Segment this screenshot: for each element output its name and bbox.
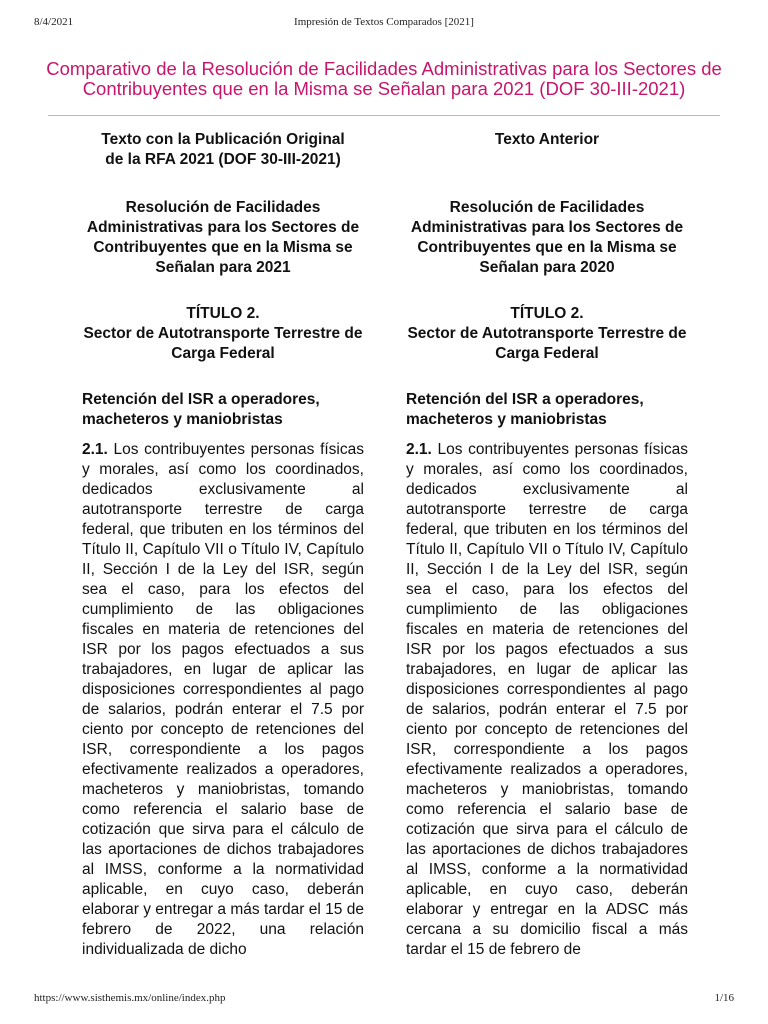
- document-title: Comparativo de la Resolución de Facilidades Administrativas para los Sectores de Contribuyentes que en la Misma se Señalan para 2021 (DOF 30-III-2021): [46, 58, 722, 99]
- title-divider: [48, 115, 720, 116]
- sector-title: Sector de Autotransporte Terrestre de Carga Federal: [407, 325, 687, 362]
- print-footer: [34, 992, 734, 1006]
- rule-text: Los contribuyentes personas físicas y morales, así como los coordinados, dedicados exclusivamente al autotransporte terrestre de carga federal, que tributen en los términos del Título II, Capítulo VII o Título IV, Capítulo II, Sección I de la Ley del ISR, según sea el caso, para los efectos del cumplimiento de las obligaciones fiscales en materia de retenciones del ISR por los pagos efectuados a sus trabajadores, en lugar de aplicar las disposiciones correspondientes al pago de salarios, podrán enterar el 7.5 por ciento por concepto de retenciones del ISR, correspondiente a los pagos efectivamente realizados a operadores, macheteros y maniobristas, tomando como referencia el salario base de cotización que sirva para el cálculo de las aportaciones de dichos trabajadores al IMSS, conforme a la normatividad aplicable, en cuyo caso, deberán elaborar y entregar en la ADSC más cercana a su domicilio fiscal a más tardar el 15 de febrero de: [406, 441, 688, 958]
- section-title: Retención del ISR a operadores, macheteros y maniobristas: [82, 391, 320, 428]
- titulo-label: TÍTULO 2.: [510, 305, 584, 322]
- rule-paragraph: [406, 440, 688, 960]
- print-url: https://www.sisthemis.mx/online/index.php: [34, 992, 226, 1004]
- rule-number: 2.1.: [82, 441, 108, 458]
- column-previous-text: [406, 130, 688, 960]
- titulo-label: TÍTULO 2.: [186, 305, 260, 322]
- rule-paragraph: [82, 440, 364, 960]
- column-header: [82, 130, 364, 170]
- rule-text: Los contribuyentes personas físicas y morales, así como los coordinados, dedicados exclusivamente al autotransporte terrestre de carga federal, que tributen en los términos del Título II, Capítulo VII o Título IV, Capítulo II, Sección I de la Ley del ISR, según sea el caso, para los efectos del cumplimiento de las obligaciones fiscales en materia de retenciones del ISR por los pagos efectuados a sus trabajadores, en lugar de aplicar las disposiciones correspondientes al pago de salarios, podrán enterar el 7.5 por ciento por concepto de retenciones del ISR, correspondiente a los pagos efectivamente realizados a operadores, macheteros y maniobristas, tomando como referencia el salario base de cotización que sirva para el cálculo de las aportaciones de dichos trabajadores al IMSS, conforme a la normatividad aplicable, en cuyo caso, deberán elaborar y entregar a más tardar el 15 de febrero de 2022, una relación individualizada de dicho: [82, 441, 364, 958]
- print-header: [34, 16, 734, 30]
- titulo-block: [82, 304, 364, 364]
- sector-title: Sector de Autotransporte Terrestre de Carga Federal: [83, 325, 363, 362]
- column-header-line2: de la RFA 2021 (DOF 30-III-2021): [105, 151, 341, 168]
- resolution-title: Resolución de Facilidades Administrativas para los Sectores de Contribuyentes que en la Misma se Señalan para 2020: [410, 199, 684, 276]
- print-header-title: Impresión de Textos Comparados [2021]: [294, 16, 474, 28]
- print-date: 8/4/2021: [34, 16, 74, 28]
- column-header-line1: Texto Anterior: [494, 131, 600, 148]
- rule-number: 2.1.: [406, 441, 432, 458]
- titulo-block: [406, 304, 688, 364]
- section-title: Retención del ISR a operadores, macheteros y maniobristas: [406, 391, 644, 428]
- column-new-text: [82, 130, 364, 960]
- page-number: 1/16: [714, 992, 734, 1004]
- column-header-line1: Texto con la Publicación Original: [101, 131, 345, 148]
- resolution-title: Resolución de Facilidades Administrativas para los Sectores de Contribuyentes que en la Misma se Señalan para 2021: [86, 199, 360, 276]
- column-header: [406, 130, 688, 170]
